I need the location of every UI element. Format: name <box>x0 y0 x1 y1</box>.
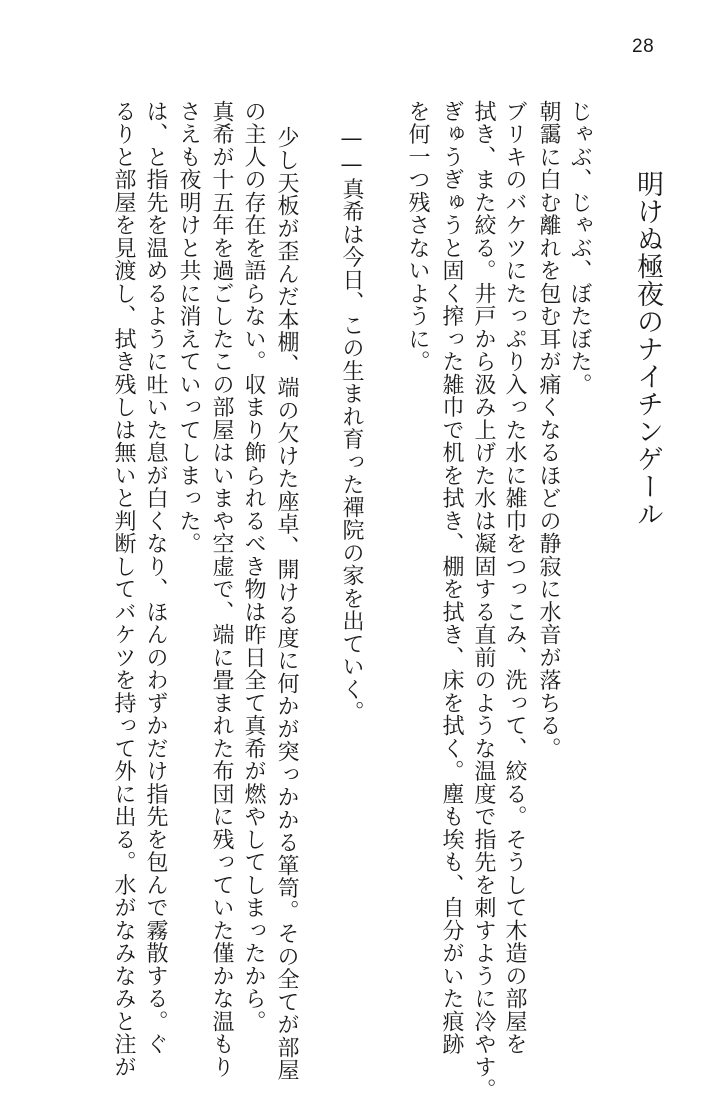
text-line: ——真希は今日、この生まれ育った禪院の家を出ていく。 <box>339 126 364 724</box>
text-line: ブリキのバケツにたっぷり入った水に雑巾をつっこみ、洗って、絞る。そうして木造の部屋を <box>502 100 527 1056</box>
text-line: の主人の存在を語らない。収まり飾られるべき物は昨日全て真希が燃やしてしまったから。 <box>241 100 266 1033</box>
text-line: 拭き、また絞る。井戸から汲み上げた水は凝固する直前のような温度で指先を刺すように冷やす。 <box>471 100 496 1101</box>
text-line: 真希が十五年を過ごしたこの部屋はいまや空虚で、端に畳まれた布団に残っていた僅かな温もり <box>209 100 234 1079</box>
text-line: さえも夜明けと共に消えていってしまった。 <box>176 100 201 555</box>
text-line: は、と指先を温めるように吐いた息が白くなり、ほんのわずかだけ指先を包んで霧散する。ぐ <box>143 100 168 1056</box>
text-line: 朝靄に白む離れを包む耳が痛くなるほどの静寂に水音が落ちる。 <box>536 100 561 760</box>
page-number: 28 <box>632 36 655 57</box>
text-line: 少し天板が歪んだ本棚、端の欠けた座卓、開ける度に何かが突っかかる箪笥。その全てが部屋 <box>274 126 299 1082</box>
text-line: るりと部屋を見渡し、拭き残しは無いと判断してバケツを持って外に出る。水がなみなみと注が <box>111 100 136 1079</box>
text-line: じゃぶ、じゃぶ、ぼたぼた。 <box>567 100 592 396</box>
text-line: ぎゅうぎゅうと固く搾った雑巾で机を拭き、棚を拭き、床を拭く。塵も埃も、自分がいた痕跡 <box>439 100 464 1056</box>
text-line: を何一つ残さないように。 <box>405 100 430 373</box>
chapter-title: 明けぬ極夜のナイチンゲール <box>632 170 663 528</box>
